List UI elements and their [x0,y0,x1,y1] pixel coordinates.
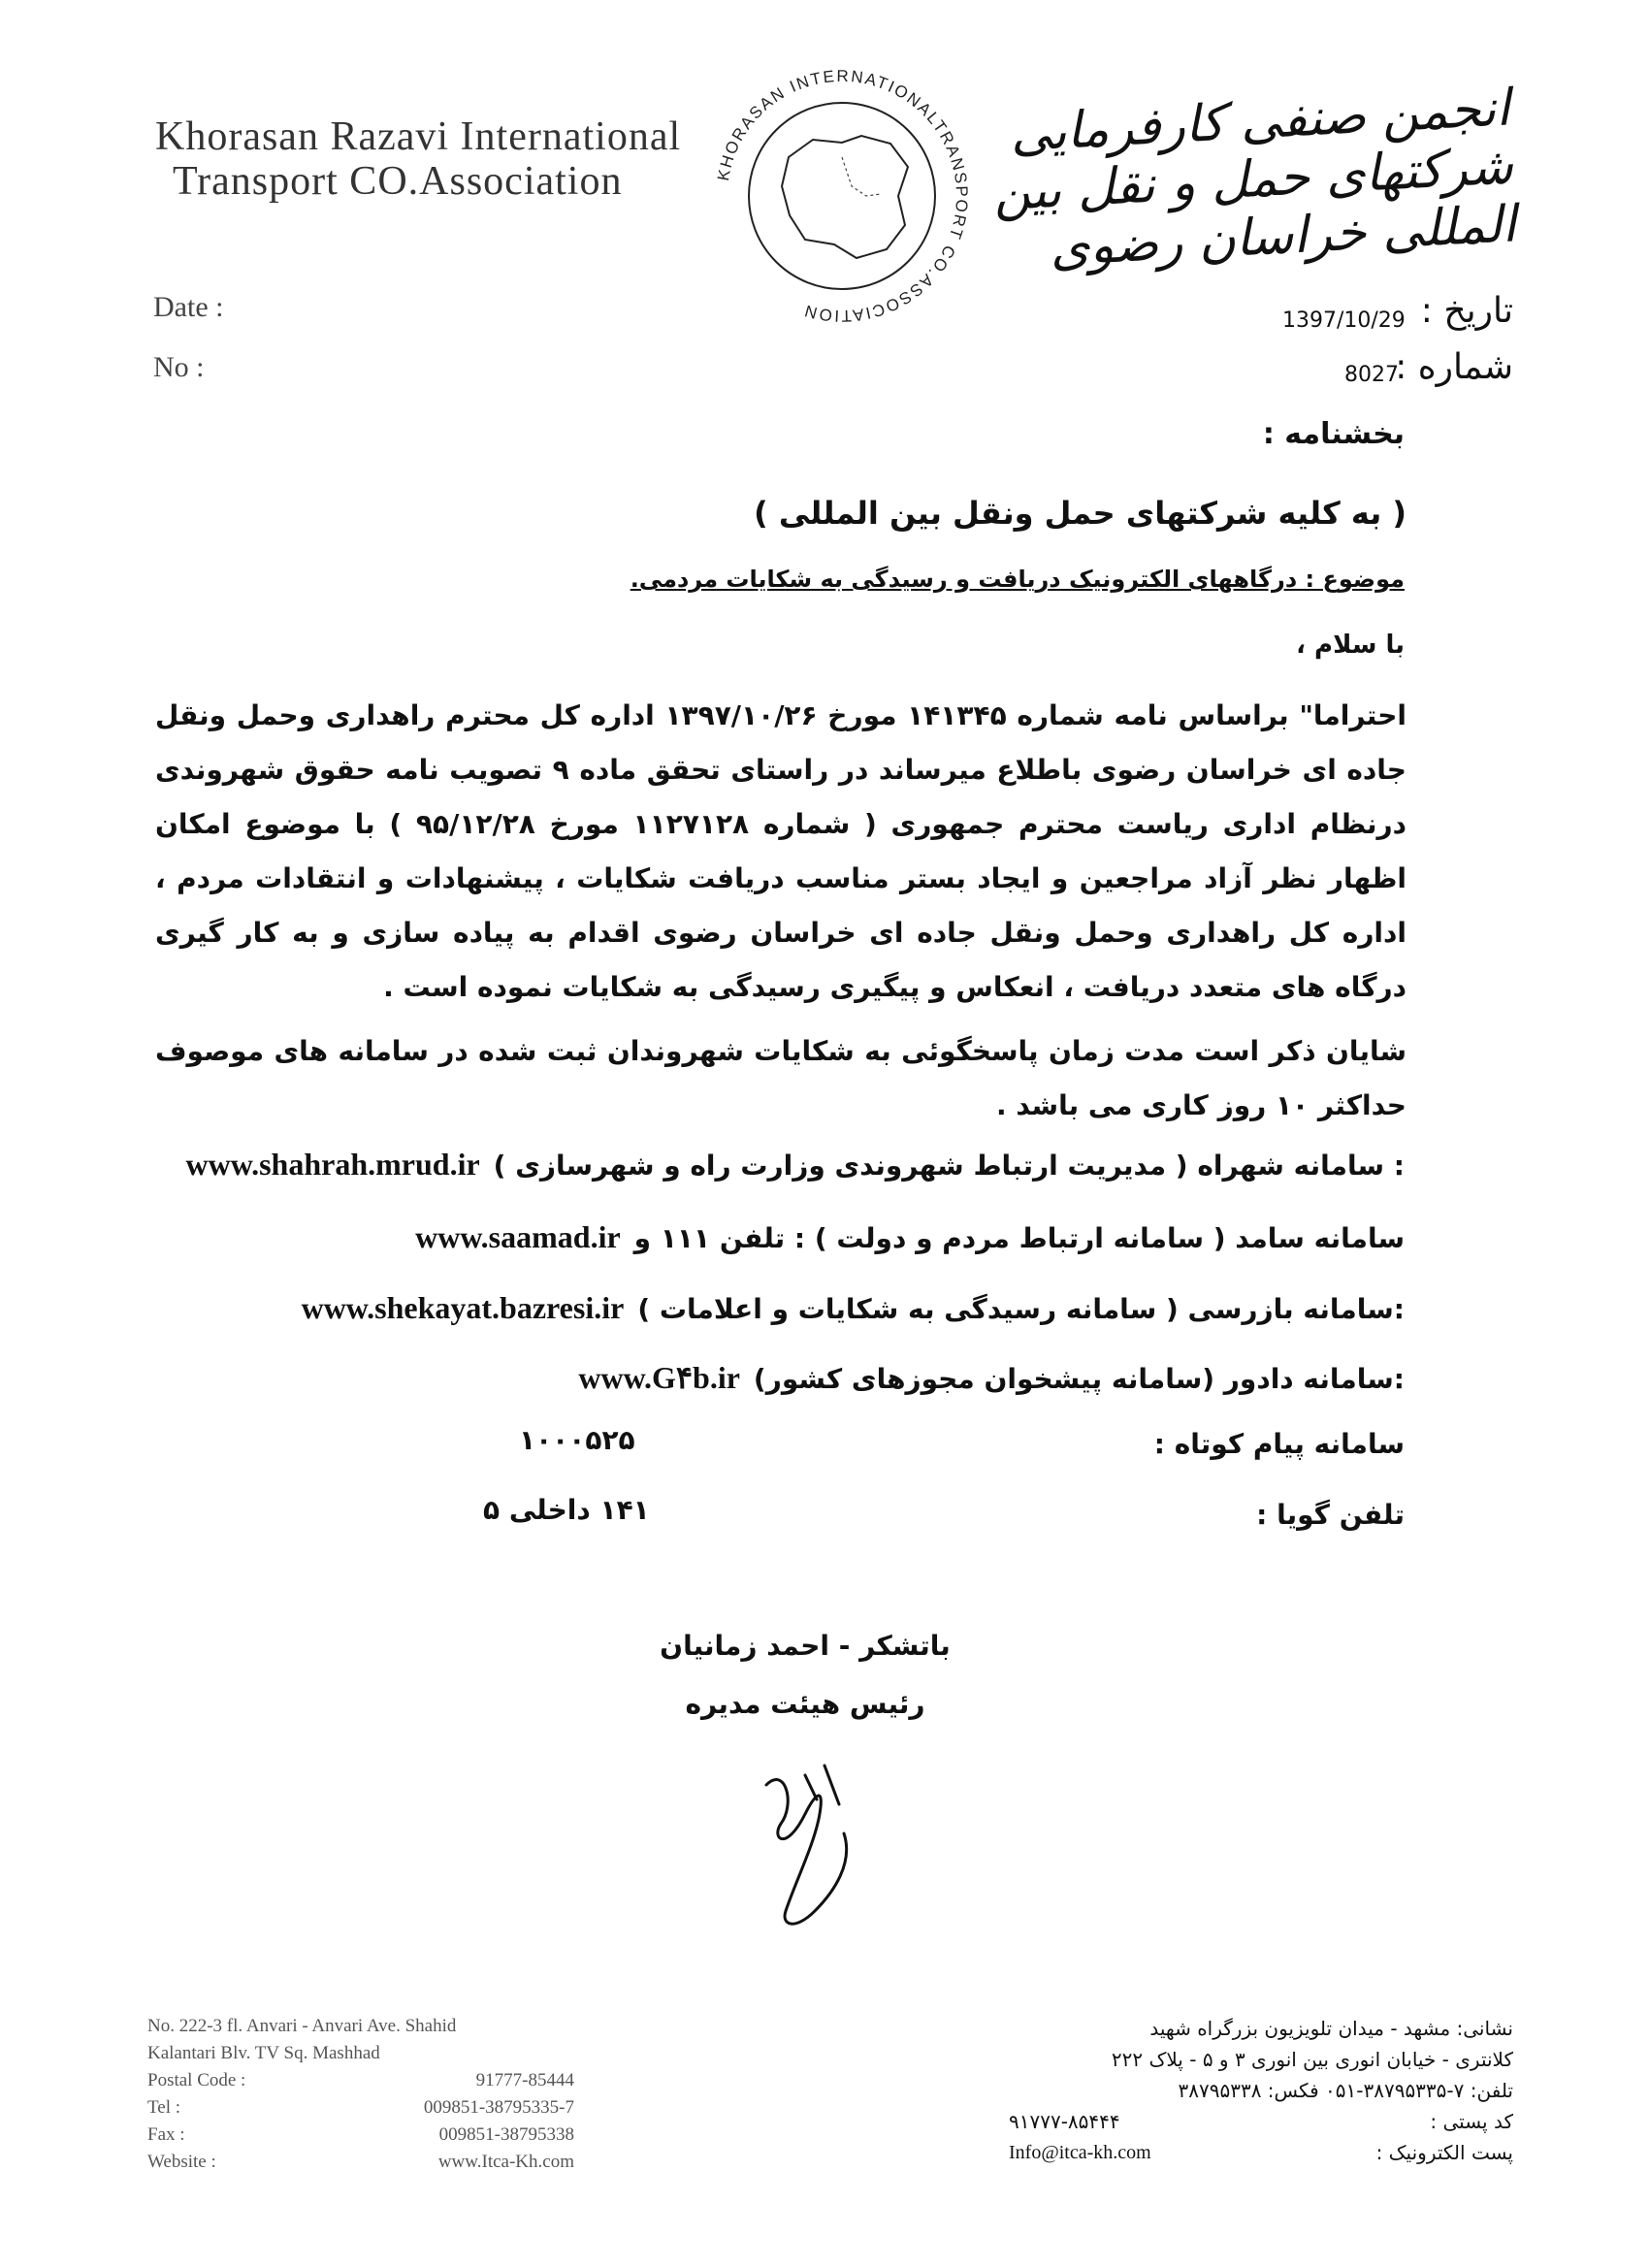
letter-body [155,689,1406,1143]
ivr-phone-number: ۱۴۱ داخلی ۵ [483,1494,650,1526]
date-label-en: Date : [153,291,224,323]
fa-postal-label: کد پستی : [1430,2110,1513,2133]
closing-signature-name: باتشکر - احمد زمانیان [660,1630,951,1662]
fax-label: Fax : [147,2124,185,2145]
english-company-name [155,114,681,204]
date-label-fa: تاریخ : [1420,291,1513,331]
postal-value: 91777-85444 [475,2070,574,2090]
system-label: سامانه شهراه ( مدیریت ارتباط شهروندی وزارت راه و شهرسازی ) : [493,1150,1405,1182]
letter-number-value: 8027 [1344,363,1399,387]
sms-number: ۱۰۰۰۵۲۵ [519,1424,635,1456]
footer-fa-address1: نشانی: مشهد - میدان تلویزیون بزرگراه شهید [1149,2017,1513,2040]
english-name-line1: Khorasan Razavi International [155,114,682,159]
system-row-bazresi [302,1288,1405,1329]
footer-tel-row [147,2094,574,2122]
footer-fa-email-row [1009,2137,1513,2168]
recipient-line: ( به کلیه شرکتهای حمل ونقل بین المللی ) [754,495,1406,532]
footer-fa-postal-row [1009,2106,1513,2137]
footer-fa-phone: تلفن: ۷-۳۸۷۹۵۳۳۵-۰۵۱ فکس: ۳۸۷۹۵۳۳۸ [1178,2079,1513,2102]
system-row-shahrah [186,1145,1405,1185]
fa-postal-value: ۹۱۷۷۷-۸۵۴۴۴ [1009,2110,1120,2133]
system-url-link[interactable]: www.G۴b.ir [578,1360,740,1395]
association-logo-icon [696,50,987,341]
system-url-link[interactable]: www.saamad.ir [415,1219,621,1254]
footer-address-line1: No. 222-3 fl. Anvari - Anvari Ave. Shahid [147,2016,457,2036]
website-label: Website : [147,2152,216,2172]
number-label-fa: شماره : [1395,347,1513,387]
footer-postal-row [147,2067,574,2094]
fa-email-label: پست الکترونیک : [1375,2141,1513,2164]
english-name-line2: Transport CO.Association [173,159,623,204]
logo-ring-text: KHORASAN INTERNATIONALTRANSPORT CO.ASSOCIATION [713,66,972,326]
fa-email-link[interactable]: Info@itca-kh.com [1009,2142,1151,2163]
footer-persian [1009,2013,1513,2168]
system-url-link[interactable]: www.shahrah.mrud.ir [185,1147,480,1182]
system-row-dadvar [578,1358,1405,1399]
signer-role: رئیس هیئت مدیره [685,1688,925,1720]
postal-label: Postal Code : [147,2070,246,2090]
footer-address-line2: Kalantari Blv. TV Sq. Mashhad [147,2043,380,2063]
system-label: سامانه بازرسی ( سامانه رسیدگی به شکایات و اعلامات ): [637,1293,1405,1325]
tel-value: 009851-38795335-7 [423,2097,574,2118]
footer-website-row [147,2149,574,2176]
system-url-link[interactable]: www.shekayat.bazresi.ir [301,1290,625,1325]
fax-value: 009851-38795338 [438,2124,574,2145]
body-paragraph-1: احتراما" براساس نامه شماره ۱۴۱۳۴۵ مورخ ۱۳۹۷/۱۰/۲۶ اداره کل محترم راهداری وحمل ونقل جاده ای خراسان رضوی باطلاع میرساند در راستای تحقق ماده ۹ تصویب نامه حقوق شهروندی درنظام اداری ریاست محترم جمهوری ( شماره ۱۱۲۷۱۲۸ مورخ ۹۵/۱۲/۲۸ ) با موضوع امکان اظهار نظر آزاد مراجعین و ایجاد بستر مناسب دریافت شکایات ، پیشنهادات و انتقادات مردم ، اداره کل راهداری وحمل ونقل جاده ای خراسان رضوی اقدام به پیاده سازی و به کار گیری درگاه های متعدد دریافت ، انعکاس و پیگیری رسیدگی به شکایات نموده است . [155,699,1407,1003]
greeting: با سلام ، [1296,631,1405,660]
body-paragraph-2: شایان ذکر است مدت زمان پاسخگوئی به شکایات شهروندان ثبت شده در سامانه های موصوف حداکثر ۱۰ روز کاری می باشد . [155,1035,1406,1121]
sms-system-label: سامانه پیام کوتاه : [1153,1428,1405,1460]
subject-line: موضوع : درگاههای الکترونیک دریافت و رسیدگی به شکایات مردمی. [630,566,1405,593]
footer-fa-address2: کلانتری - خیابان انوری بین انوری ۳ و ۵ - پلاک ۲۲۲ [1111,2048,1513,2071]
tel-label: Tel : [147,2097,181,2118]
footer-fax-row [147,2122,574,2149]
circular-heading: بخشنامه : [1262,417,1405,451]
handwritten-signature-icon [728,1746,883,1940]
system-label: سامانه دادور (سامانه پیشخوان مجوزهای کشور): [753,1363,1405,1395]
footer-english [147,2013,574,2176]
ivr-phone-label: تلفن گویا : [1256,1499,1405,1531]
number-label-en: No : [153,351,205,383]
persian-company-name: انجمن صنفی کارفرمایی شرکتهای حمل و نقل بین المللی خراسان رضوی [991,79,1518,278]
website-link[interactable]: www.Itca-Kh.com [437,2152,574,2172]
system-row-saamad [415,1217,1405,1258]
system-label: سامانه سامد ( سامانه ارتباط مردم و دولت ) : تلفن ۱۱۱ و [633,1222,1405,1254]
date-value: 1397/10/29 [1282,308,1406,333]
